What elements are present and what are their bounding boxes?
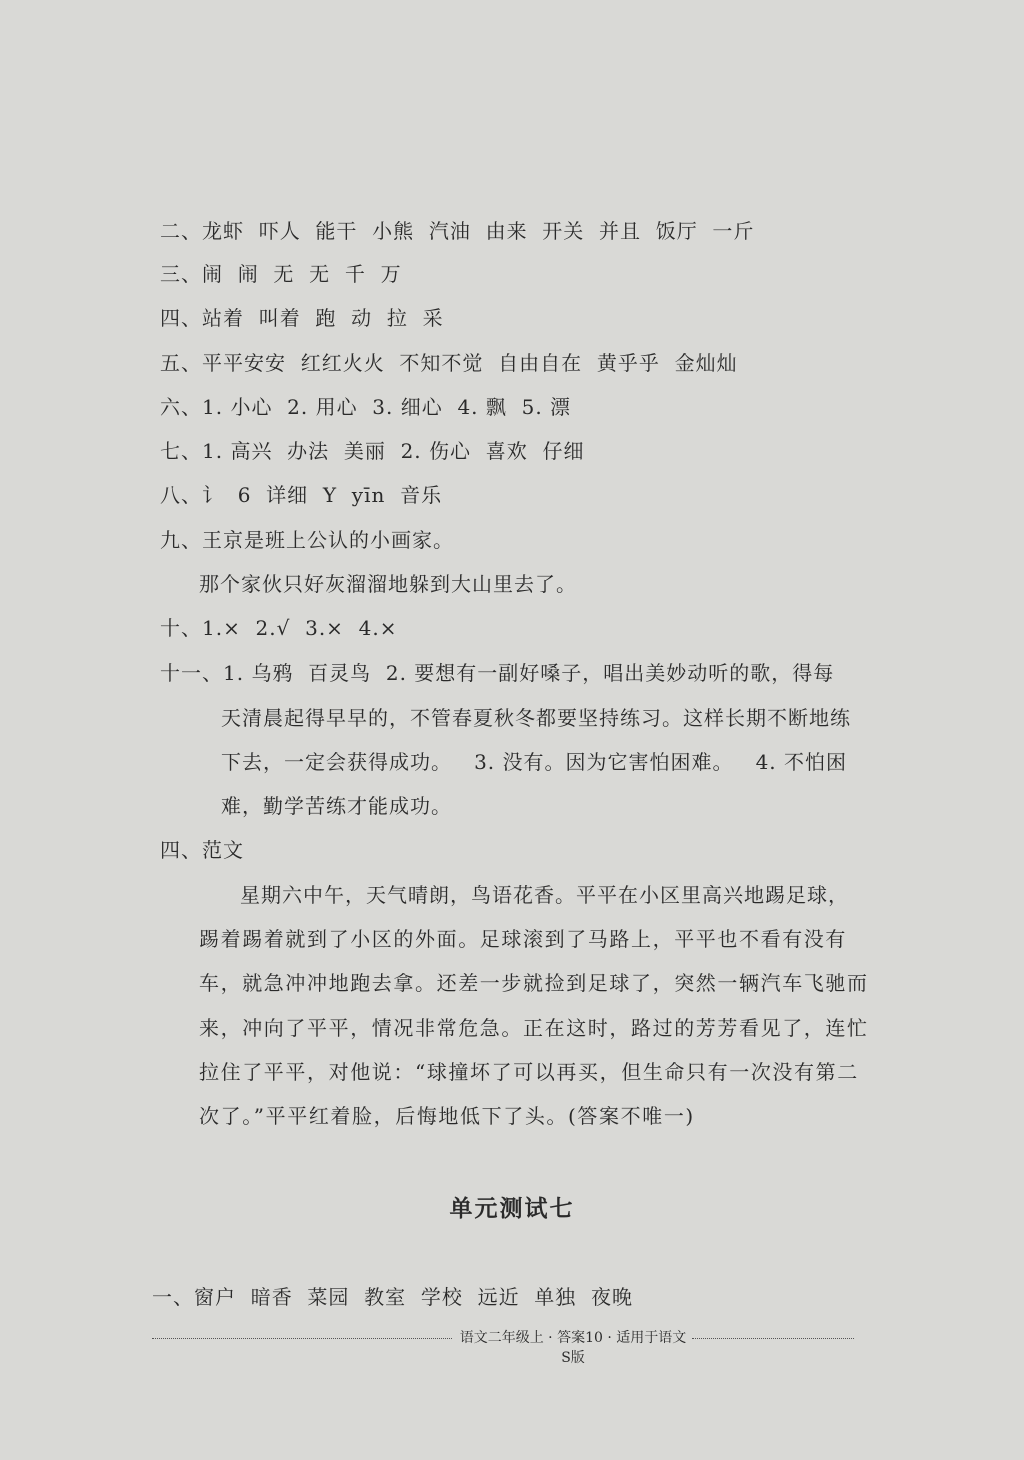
answer-q7: 七、1. 高兴 办法 美丽 2. 伤心 喜欢 仔细 (160, 439, 585, 463)
essay-line: 车，就急冲冲地跑去拿。还差一步就捡到足球了，突然一辆汽车飞驰而 (199, 971, 869, 995)
answer-q6: 六、1. 小心 2. 用心 3. 细心 4. 飘 5. 漂 (160, 395, 572, 419)
answer-q9-line1: 九、王京是班上公认的小画家。 (160, 528, 454, 552)
unit-test-q1: 一、窗户 暗香 菜园 教室 学校 远近 单独 夜晚 (152, 1285, 634, 1309)
answer-q10: 十、1.× 2.√ 3.× 4.× (160, 616, 398, 640)
essay-line: 踢着踢着就到了小区的外面。足球滚到了马路上，平平也不看有没有 (199, 927, 847, 951)
answer-q5: 五、平平安安 红红火火 不知不觉 自由自在 黄乎乎 金灿灿 (160, 351, 738, 375)
essay-line: 次了。”平平红着脸，后悔地低下了头。(答案不唯一) (199, 1104, 695, 1128)
answer-q9-line2: 那个家伙只好灰溜溜地躲到大山里去了。 (199, 572, 577, 596)
essay-line: 拉住了平平，对他说：“球撞坏了可以再买，但生命只有一次没有第二 (199, 1060, 859, 1084)
footer-divider-right (692, 1338, 854, 1339)
essay-line: 来，冲向了平平，情况非常危急。正在这时，路过的芳芳看见了，连忙 (199, 1016, 869, 1040)
answer-q4: 四、站着 叫着 跑 动 拉 采 (160, 306, 444, 330)
answer-q11-line2: 天清晨起得早早的，不管春夏秋冬都要坚持练习。这样长期不断地练 (221, 706, 851, 730)
essay-heading: 四、范文 (160, 838, 244, 862)
unit-test-title: 单元测试七 (449, 1196, 575, 1222)
footer-divider-left (152, 1338, 452, 1339)
answer-q8: 八、讠 6 详细 Y yīn 音乐 (160, 483, 443, 507)
answer-q11-line3: 下去，一定会获得成功。 3. 没有。因为它害怕困难。 4. 不怕困 (221, 750, 848, 774)
page-footer: 语文二年级上 · 答案10 · 适用于语文S版 (456, 1328, 690, 1368)
answer-q11-line4: 难，勤学苦练才能成功。 (221, 794, 452, 818)
answer-q11-line1: 十一、1. 乌鸦 百灵鸟 2. 要想有一副好嗓子，唱出美妙动听的歌，得每 (160, 661, 835, 685)
essay-line: 星期六中午，天气晴朗，鸟语花香。平平在小区里高兴地踢足球， (240, 883, 849, 907)
answer-q2: 二、龙虾 吓人 能干 小熊 汽油 由来 开关 并且 饭厅 一斤 (160, 219, 755, 243)
answer-q3: 三、闹 闹 无 无 千 万 (160, 262, 402, 286)
